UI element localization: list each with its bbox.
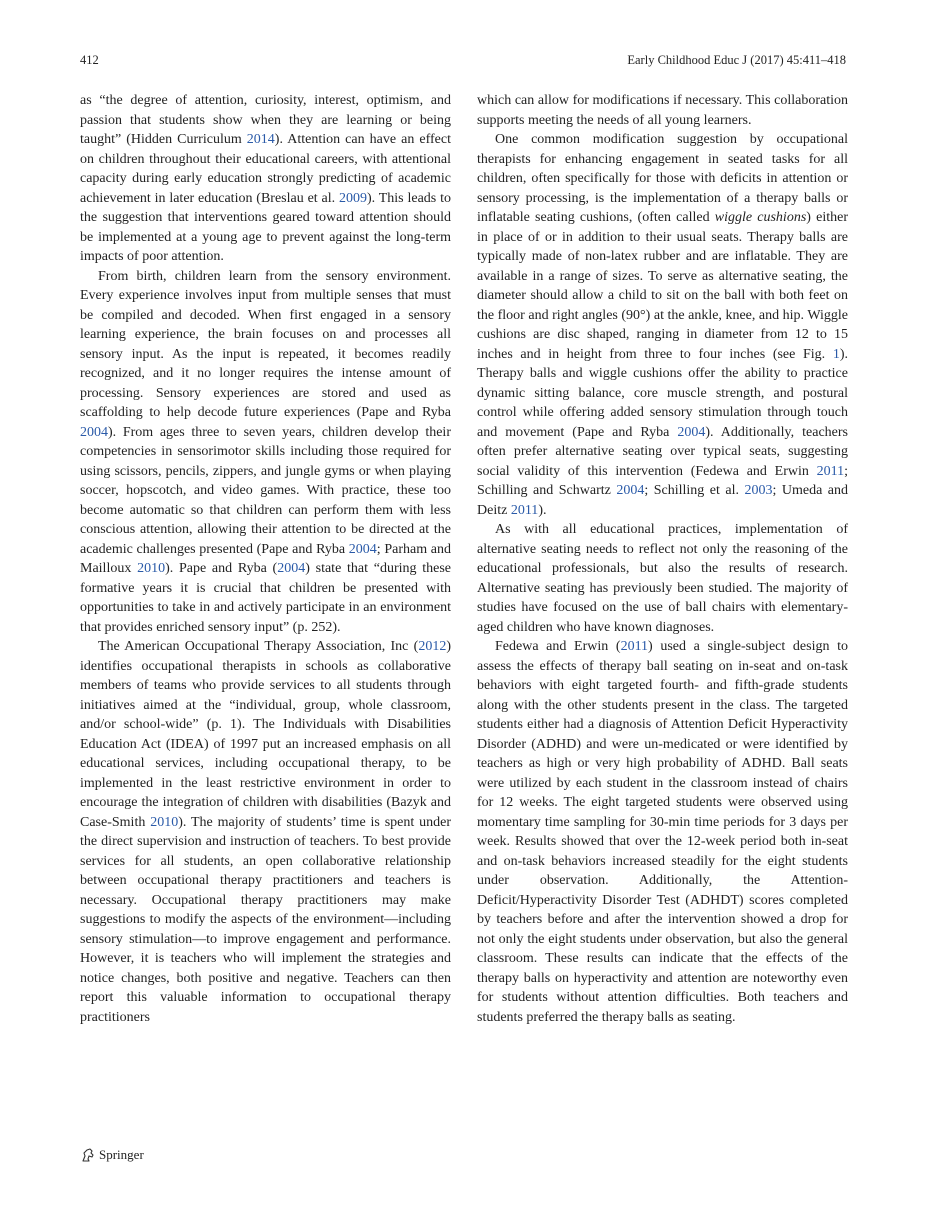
paragraph: The American Occupational Therapy Association, Inc (2012) identifies occupational therapists in schools as collaborative members of teams who provide services to all students through initiatives aimed at the “individual, group, whole classroom, and/or school-wide” (p. 1). The Individuals with Disabilities Education Act (IDEA) of 1997 put an increased emphasis on all educational services, including occupational therapy, to be implemented in the least restrictive environment in order to encourage the integration of children with disabilities (Bazyk and Case-Smith 2010). The majority of students’ time is spent under the direct supervision and instruction of teachers. To best provide services for all students, an open collaborative relationship between occupational therapy practitioners and teachers is necessary. Occupational therapy practitioners may make suggestions to modify the aspects of the environment—including sensory stimulation—to improve engagement and performance. However, it is teachers who will implement the strategies and notice changes, both positive and negative. Teachers can then report this valuable information to occupational therapy practitioners — [80, 639, 451, 1025]
citation-link[interactable]: 2004 — [616, 483, 645, 498]
figure-link[interactable]: 1 — [832, 346, 840, 362]
springer-horse-icon — [80, 1147, 96, 1163]
paragraph: which can allow for modifications if necessary. This collaboration supports meeting the needs of all young learners. — [477, 93, 848, 128]
citation-link[interactable]: 2004 — [677, 424, 706, 440]
right-column — [477, 91, 848, 1027]
paragraph: as “the degree of attention, curiosity, interest, optimism, and passion that students show when they are learning or being taught” (Hidden Curriculum 2014). Attention can have an effect on children throughout their educational careers, with attentional capacity during early education strongly predicting of academic achievement in later education (Breslau et al. 2009). This leads to the suggestion that interventions geared toward attention should be implemented at a young age to prevent against the long-term impacts of poor attention. — [80, 93, 451, 264]
citation-link[interactable]: 2004 — [80, 424, 108, 440]
citation-link[interactable]: 2011 — [816, 463, 845, 479]
citation-link[interactable]: 2011 — [510, 502, 539, 518]
citation-link[interactable]: 2009 — [338, 190, 367, 206]
journal-citation: Early Childhood Educ J (2017) 45:411–418 — [627, 53, 846, 67]
citation-link[interactable]: 2012 — [418, 639, 447, 654]
paragraph: From birth, children learn from the sensory environment. Every experience involves input from multiple senses that must be compiled and decoded. When first engaged in a sensory learning experience, the brain focuses on and processes all sensory input. As the input is repeated, it becomes readily recognized, and it no longer requires the intense amount of processing. Sensory experiences are stored and used as scaffolding to help decode future experiences (Pape and Ryba 2004). From ages three to seven years, children develop their competencies in sensorimotor skills including those required for using scissors, pencils, zippers, and jungle gyms or when playing soccer, hopscotch, and video games. With practice, these too become automatic so that children can perform them with less conscious attention, allowing their attention to be directed at the academic challenges presented (Pape and Ryba 2004; Parham and Mailloux 2010). Pape and Ryba (2004) state that “during these formative years it is crucial that children be presented with opportunities to take in and actively participate in an environment that provides enriched sensory input” (p. 252). — [80, 268, 452, 635]
citation-link[interactable]: 2010 — [137, 561, 166, 576]
citation-link[interactable]: 2004 — [348, 541, 377, 557]
emphasis: wiggle cushions — [714, 210, 807, 225]
citation-link[interactable]: 2010 — [150, 814, 179, 830]
running-header — [80, 51, 846, 69]
left-column — [80, 91, 451, 1027]
paragraph: Fedewa and Erwin (2011) used a single-subject design to assess the effects of therapy ball seating on in-seat and on-task behaviors with eight targeted fourth- and fifth-grade students along with the other students present in the class. The targeted students either had a diagnosis of Attention Deficit Hyperactivity Disorder (ADHD) and were un-medicated or were identified by teachers as high or very high probability of ADHD. Ball seats were utilized by each student in the classroom instead of chairs for 12 weeks. The eight targeted students were observed using momentary time sampling for 30-min time periods for 3 days per week. Results showed that over the 12-week period both in-seat and on-task behaviors increased steadily for the eight students under observation. Additionally, the Attention-Deficit/Hyperactivity Disorder Test (ADHDT) scores completed by teachers before and after the intervention showed a drop for not only the eight students under observation, but also the general classroom. These results can indicate that the effects of the therapy balls on hyperactivity and attention are noteworthy even for students without attention difficulties. Both teachers and students preferred the therapy balls as seating. — [477, 639, 848, 1025]
publisher-name: Springer — [99, 1147, 144, 1162]
citation-link[interactable]: 2011 — [620, 639, 649, 654]
publisher-footer — [80, 1146, 144, 1164]
citation-link[interactable]: 2003 — [744, 483, 773, 498]
paragraph: As with all educational practices, implementation of alternative seating needs to reflect not only the reasoning of the educational professionals, but also the results of research. Alternative seating has previously been studied. The majority of studies have focused on the use of ball chairs with elementary-aged children who have known diagnoses. — [477, 522, 848, 635]
paragraph: One common modification suggestion by occupational therapists for enhancing engagement in seated tasks for all children, often specifically for those with deficits in attention or sensory processing, is the implementation of a therapy balls or inflatable seating cushions, (often called wiggle cushions) either in place of or in addition to their usual seats. Therapy balls are typically made of non-latex rubber and are inflatable. They are available in a range of sizes. To serve as alternative seating, the diameter should allow a child to sit on the ball with both feet on the floor and right angles (90°) at the ankle, knee, and hip. Wiggle cushions are disc shaped, ranging in diameter from 12 to 15 inches and in height from three to four inches (see Fig. 1). Therapy balls and wiggle cushions offer the ability to practice dynamic sitting balance, core muscle strength, and postural control while offering added sensory stimulation through touch and movement (Pape and Ryba 2004). Additionally, teachers often prefer alternative seating over typical seats, suggesting social validity of this intervention (Fedewa and Erwin 2011; Schilling and Schwartz 2004; Schilling et al. 2003; Umeda and Deitz 2011). — [477, 132, 849, 518]
citation-link[interactable]: 2004 — [277, 561, 306, 576]
page-number: 412 — [80, 53, 99, 67]
citation-link[interactable]: 2014 — [246, 132, 275, 147]
